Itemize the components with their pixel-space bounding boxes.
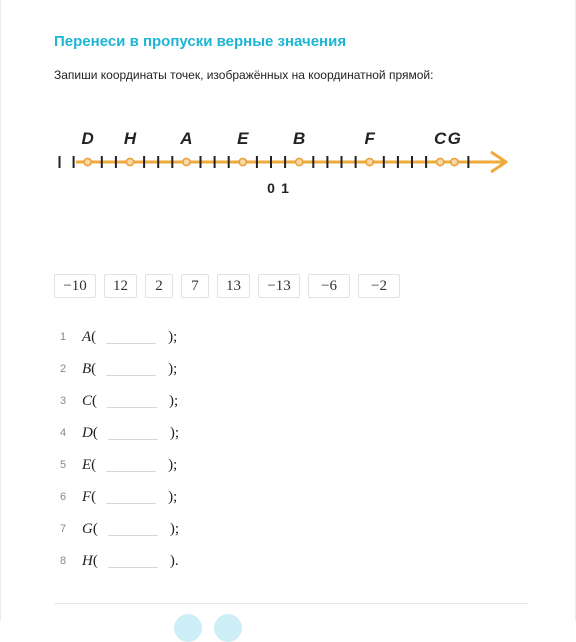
tile-option[interactable]: 7 [181,274,209,298]
open-paren: ( [91,488,97,505]
answer-row [60,417,360,449]
task-instruction: Запиши координаты точек, изображённых на координатной прямой: [54,68,434,82]
open-paren: ( [91,456,97,473]
point-label-h: H [123,129,137,148]
tile-option[interactable]: 2 [145,274,173,298]
drop-slot[interactable] [108,523,158,536]
answer-index: 6 [60,491,67,503]
point-d [84,158,91,165]
point-label-b: B [293,129,306,148]
point-letter: A [82,328,92,345]
drop-slot[interactable] [108,555,158,568]
point-e [239,158,246,165]
open-paren: ( [91,328,97,345]
open-paren: ( [92,520,98,537]
answer-index: 4 [60,427,67,439]
point-label-c: C [434,129,447,148]
point-h [126,158,133,165]
tile-option[interactable]: −2 [358,274,400,298]
answer-row [60,449,360,481]
answer-row [60,481,360,513]
point-label-g: G [447,129,461,148]
point-f [366,158,373,165]
point-label-a: A [180,129,193,148]
close-paren: ); [169,392,179,409]
open-paren: ( [92,424,98,441]
drop-slot[interactable] [108,427,158,440]
point-c [437,158,444,165]
point-label-d: D [81,129,94,148]
coordinate-line [0,0,576,240]
answer-row [60,513,360,545]
answer-index: 3 [60,395,67,407]
close-paren: ); [169,520,180,537]
point-letter: G [82,520,93,537]
tile-option[interactable]: 13 [217,274,250,298]
drop-slot[interactable] [107,395,157,408]
drop-slot[interactable] [106,491,156,504]
tile-option[interactable]: −13 [258,274,300,298]
bottom-action-button[interactable] [214,614,242,642]
answer-index: 1 [60,331,67,343]
bottom-divider [54,603,528,604]
drop-slot[interactable] [106,331,156,344]
answer-row [60,353,360,385]
point-label-f: F [364,129,375,148]
answer-row [60,385,360,417]
close-paren: ); [168,328,178,345]
point-letter: F [82,488,92,505]
point-letter: C [82,392,93,409]
answer-index: 8 [60,555,67,567]
answer-tiles [54,274,400,298]
point-label-e: E [237,129,249,148]
open-paren: ( [92,392,98,409]
point-letter: B [82,360,92,377]
one-label: 1 [281,180,289,196]
drop-slot[interactable] [106,459,156,472]
bottom-action-button[interactable] [174,614,202,642]
close-paren: ); [169,424,180,441]
answer-row [60,545,360,577]
close-paren: ). [169,552,179,569]
point-letter: D [82,424,93,441]
answer-row [60,321,360,353]
close-paren: ); [168,360,178,377]
close-paren: ); [168,456,178,473]
answer-list [60,321,360,577]
open-paren: ( [92,552,98,569]
task-title: Перенеси в пропуски верные значения [54,33,347,50]
tile-option[interactable]: −10 [54,274,96,298]
close-paren: ); [168,488,178,505]
zero-label: 0 [267,180,275,196]
tile-option[interactable]: −6 [308,274,350,298]
answer-index: 7 [60,523,67,535]
point-b [296,158,303,165]
tile-option[interactable]: 12 [104,274,137,298]
open-paren: ( [91,360,97,377]
point-letter: H [82,552,93,569]
point-letter: E [82,456,92,473]
answer-index: 2 [60,363,67,375]
answer-index: 5 [60,459,67,471]
point-g [451,158,458,165]
drop-slot[interactable] [106,363,156,376]
point-a [183,158,190,165]
